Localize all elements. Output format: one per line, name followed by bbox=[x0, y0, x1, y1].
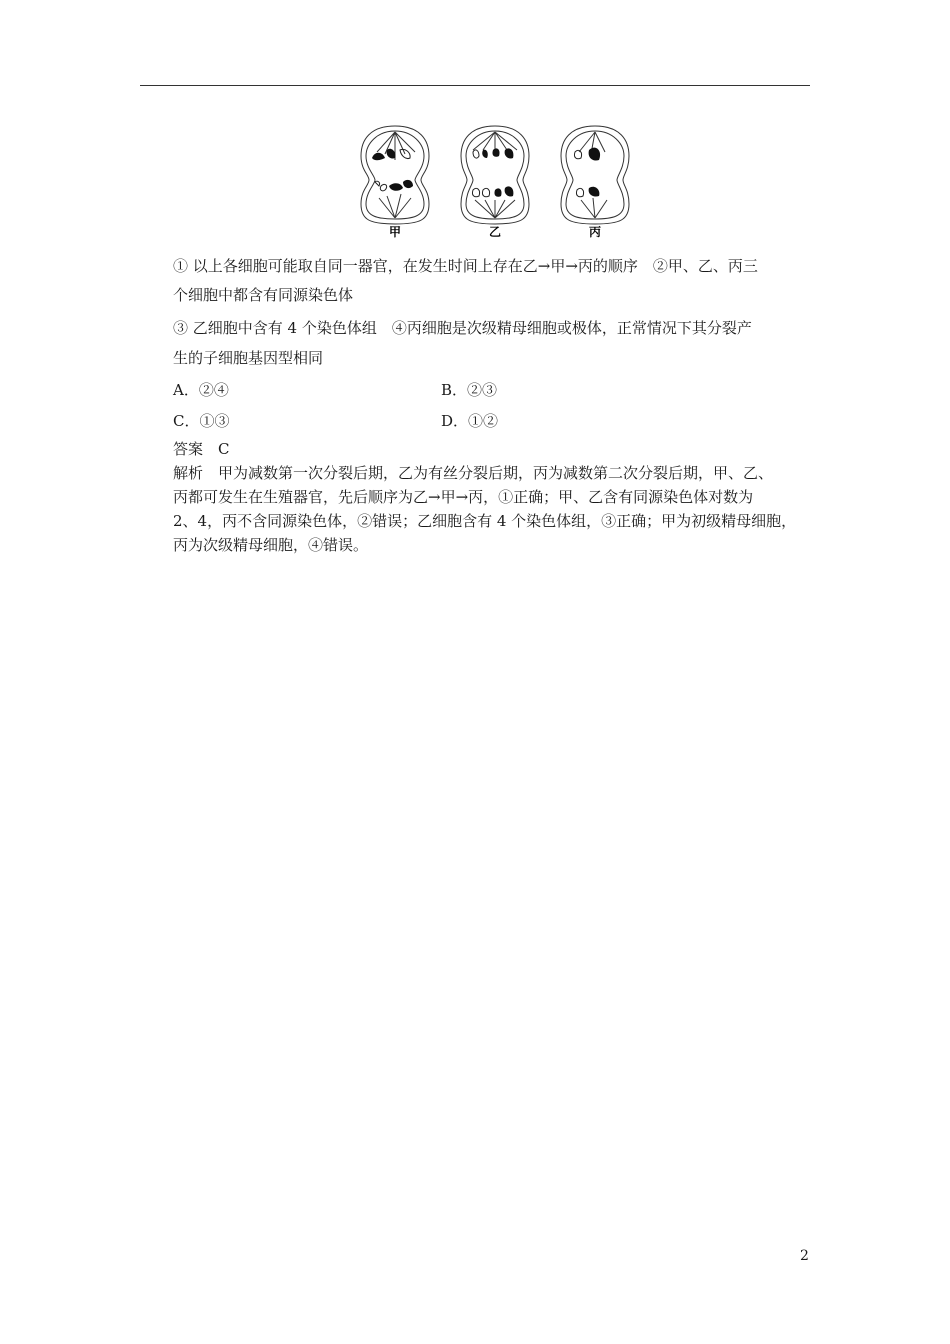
cell-division-figure bbox=[355, 120, 635, 242]
cell-label-bing: 丙 bbox=[588, 225, 602, 239]
statement-2-line-1: ③ 乙细胞中含有 4 个染色体组 ④丙细胞是次级精母细胞或极体，正常情况下其分裂产 bbox=[173, 319, 752, 337]
cell-label-jia: 甲 bbox=[388, 225, 402, 239]
statement-2-line-2: 生的子细胞基因型相同 bbox=[173, 349, 324, 367]
explanation-line-1: 解析 甲为减数第一次分裂后期，乙为有丝分裂后期，丙为减数第二次分裂后期，甲、乙、 bbox=[173, 464, 774, 482]
cell-label-yi: 乙 bbox=[488, 225, 502, 239]
statement-1-line-1: ① 以上各细胞可能取自同一器官，在发生时间上存在乙→甲→丙的顺序 ②甲、乙、丙三 bbox=[173, 257, 758, 275]
explanation bbox=[173, 461, 813, 557]
answer: 答案 C bbox=[173, 440, 230, 458]
cell-bing-drawing bbox=[561, 126, 629, 224]
option-c: C．①③ bbox=[173, 412, 230, 430]
cell-jia-drawing bbox=[361, 126, 429, 224]
explanation-line-2: 丙都可发生在生殖器官，先后顺序为乙→甲→丙，①正确；甲、乙含有同源染色体对数为 bbox=[173, 488, 754, 506]
header-rule bbox=[140, 85, 810, 86]
explanation-line-4: 丙为次级精母细胞，④错误。 bbox=[173, 536, 369, 554]
page-number: 2 bbox=[800, 1248, 809, 1264]
explanation-line-3: 2、4，丙不含同源染色体，②错误；乙细胞含有 4 个染色体组，③正确；甲为初级精母细胞， bbox=[173, 512, 797, 530]
option-a: A．②④ bbox=[173, 381, 229, 399]
option-d: D．①② bbox=[441, 412, 499, 430]
cell-yi-drawing bbox=[461, 126, 529, 224]
statement-1-line-2: 个细胞中都含有同源染色体 bbox=[173, 286, 354, 304]
option-b: B．②③ bbox=[441, 381, 498, 399]
